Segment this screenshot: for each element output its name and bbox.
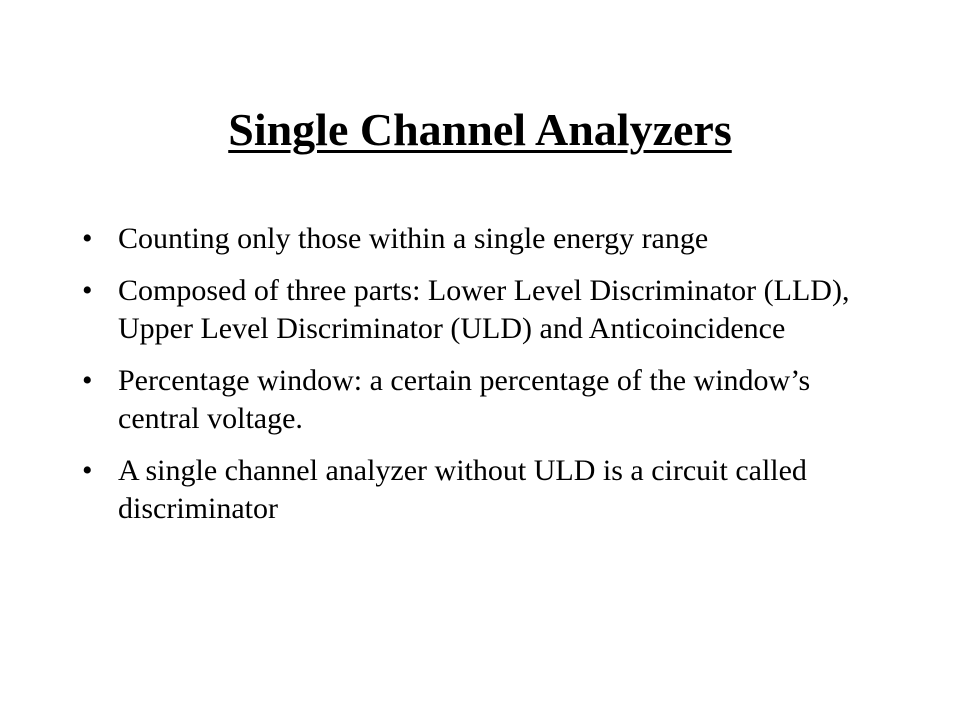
bullet-point-icon: • — [82, 364, 93, 397]
bullet-text: Percentage window: a certain percentage of the window’s central voltage. — [118, 364, 811, 435]
bullet-text: A single channel analyzer without ULD is a circuit called discriminator — [118, 454, 807, 525]
slide-title: Single Channel Analyzers — [228, 104, 732, 155]
bullet-item — [82, 452, 892, 528]
bullet-point-icon: • — [82, 222, 93, 255]
bullet-item — [82, 272, 892, 348]
bullet-point-icon: • — [82, 454, 93, 487]
bullet-text: Counting only those within a single energy range — [118, 222, 709, 255]
bullet-item — [82, 220, 892, 258]
bullet-text: Composed of three parts: Lower Level Discriminator (LLD), Upper Level Discriminator (ULD) and Anticoincidence — [118, 274, 850, 345]
bullet-point-icon: • — [82, 274, 93, 307]
bullet-list — [82, 220, 892, 542]
bullet-item — [82, 362, 892, 438]
